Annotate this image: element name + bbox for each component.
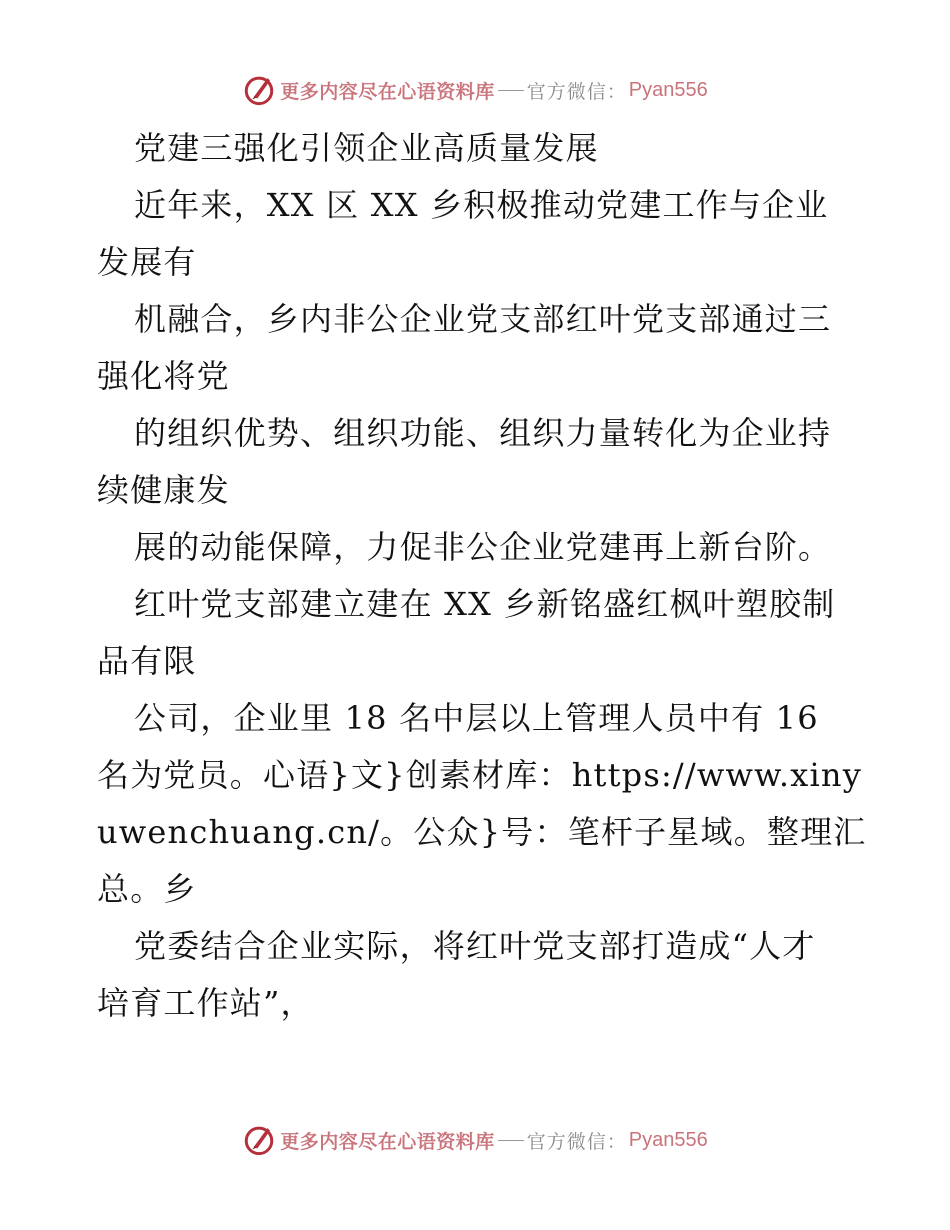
document-title: 党建三强化引领企业高质量发展 — [134, 129, 599, 167]
paragraph-line: uwenchuang.cn/。公众}号：笔杆子星域。整理汇 — [97, 813, 867, 851]
header-banner — [0, 70, 950, 110]
quill-logo-icon — [242, 73, 276, 107]
paragraph-line: 公司，企业里 18 名中层以上管理人员中有 16 — [134, 699, 819, 737]
paragraph-line: 强化将党 — [97, 357, 230, 395]
paragraph-line: 名为党员。心语}文}创素材库：https://www.xiny — [97, 756, 863, 794]
header-wechat-id: Pyan556 — [628, 78, 708, 101]
footer-dash-divider — [498, 1140, 524, 1141]
paragraph-line: 续健康发 — [97, 471, 230, 509]
footer-wechat-id: Pyan556 — [628, 1128, 708, 1151]
header-brand-text: 更多内容尽在心语资料库 — [280, 80, 495, 103]
paragraph-line: 培育工作站”， — [97, 984, 314, 1022]
footer-banner — [0, 1120, 950, 1160]
header-official-label: 官方微信： — [526, 80, 627, 103]
paragraph-line: 红叶党支部建立建在 XX 乡新铭盛红枫叶塑胶制 — [134, 585, 836, 623]
paragraph-line: 机融合，乡内非公企业党支部红叶党支部通过三 — [134, 300, 832, 338]
footer-brand-text: 更多内容尽在心语资料库 — [280, 1130, 495, 1153]
document-body — [97, 120, 867, 1032]
paragraph-line: 总。乡 — [97, 870, 197, 908]
paragraph-line: 的组织优势、组织功能、组织力量转化为企业持 — [134, 414, 832, 452]
paragraph-line: 近年来，XX 区 XX 乡积极推动党建工作与企业 — [134, 186, 829, 224]
paragraph-line: 发展有 — [97, 243, 197, 281]
footer-official-label: 官方微信： — [526, 1130, 627, 1153]
paragraph-line: 展的动能保障，力促非公企业党建再上新台阶。 — [134, 528, 832, 566]
paragraph-line: 品有限 — [97, 642, 197, 680]
header-dash-divider — [498, 90, 524, 91]
paragraph-line: 党委结合企业实际，将红叶党支部打造成“人才 — [134, 927, 816, 965]
quill-logo-icon — [242, 1123, 276, 1157]
